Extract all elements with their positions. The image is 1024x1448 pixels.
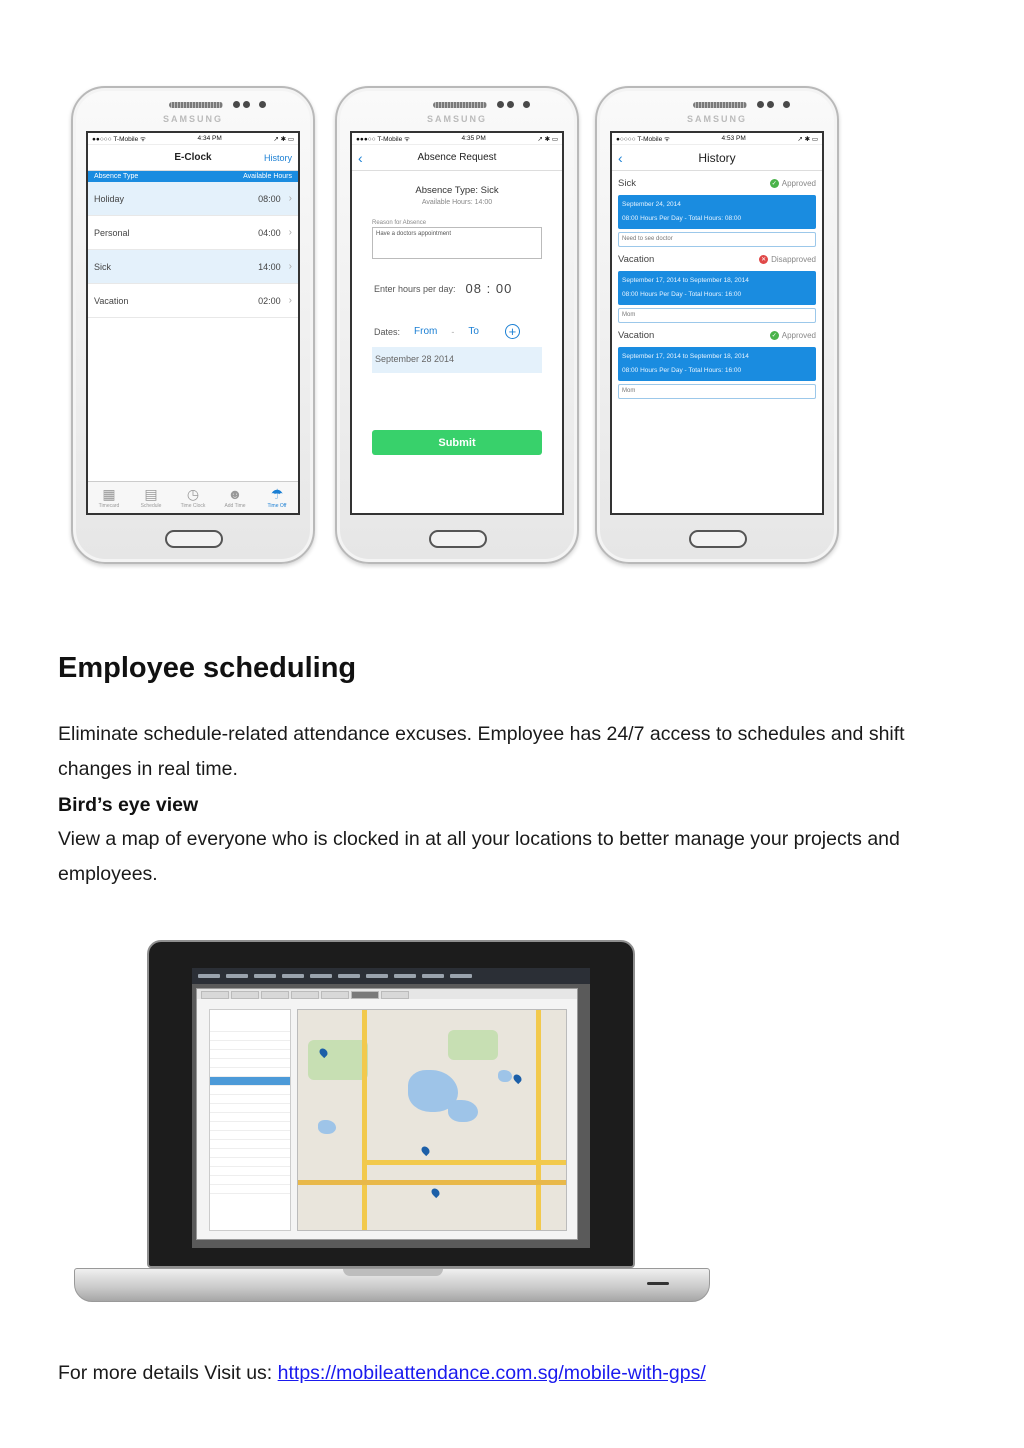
history-entry[interactable] bbox=[612, 247, 822, 323]
list-item[interactable] bbox=[88, 216, 298, 250]
tab-time-clock[interactable] bbox=[172, 482, 214, 513]
status-icons: ↗ ✱ ▭ bbox=[797, 135, 818, 143]
phone-history bbox=[595, 86, 839, 564]
phone-eclock bbox=[71, 86, 315, 564]
laptop-display bbox=[192, 968, 590, 1248]
reason-label: Reason for Absence bbox=[372, 220, 427, 226]
status-bar bbox=[88, 133, 298, 145]
status-icons: ↗ ✱ ▭ bbox=[537, 135, 558, 143]
map-pin-icon[interactable] bbox=[512, 1073, 523, 1084]
nav-bar bbox=[612, 145, 822, 171]
entry-dates: September 24, 2014 bbox=[622, 201, 681, 208]
calendar-icon: ▦ bbox=[102, 485, 116, 502]
status-badge bbox=[770, 179, 816, 188]
list-item[interactable] bbox=[88, 182, 298, 216]
footer-text: For more details Visit us: bbox=[58, 1362, 278, 1384]
earpiece bbox=[169, 102, 223, 108]
history-screen bbox=[610, 131, 824, 515]
phone-absence-request bbox=[335, 86, 579, 564]
available-hours: Available Hours: 14:00 bbox=[421, 199, 493, 206]
entry-details bbox=[618, 271, 816, 305]
tab-time-off[interactable] bbox=[256, 482, 298, 513]
section-heading: Employee scheduling bbox=[58, 652, 357, 684]
laptop-screenshot bbox=[147, 940, 635, 1268]
entry-note: Mom bbox=[618, 308, 816, 323]
reason-input[interactable]: Have a doctors appointment bbox=[372, 227, 542, 259]
submit-button[interactable]: Submit bbox=[372, 430, 542, 455]
sensor bbox=[497, 101, 504, 108]
chevron-right-icon: › bbox=[288, 227, 292, 238]
entry-dates: September 17, 2014 to September 18, 2014 bbox=[622, 277, 749, 284]
status-text: Approved bbox=[781, 330, 816, 340]
schedule-icon: ▤ bbox=[144, 485, 158, 502]
header-available-hours: Available Hours bbox=[243, 173, 292, 180]
available-hours: 08:00 bbox=[258, 193, 281, 204]
absence-screen bbox=[350, 131, 564, 515]
back-chevron-icon[interactable]: ‹ bbox=[618, 149, 623, 166]
people-icon: ☻ bbox=[227, 485, 243, 502]
check-icon: ✓ bbox=[771, 332, 777, 339]
status-badge bbox=[770, 331, 816, 340]
entry-type: Sick bbox=[618, 177, 636, 189]
list-header bbox=[88, 171, 298, 182]
absence-type: Holiday bbox=[94, 193, 125, 204]
to-button[interactable]: To bbox=[468, 326, 479, 337]
carrier: ●●○○○ T-Mobile ᯤ bbox=[92, 136, 146, 143]
available-hours: 02:00 bbox=[258, 295, 281, 306]
status-text: Approved bbox=[781, 178, 816, 188]
check-icon: ✓ bbox=[771, 180, 777, 187]
phone-brand: SAMSUNG bbox=[162, 114, 223, 124]
status-text: Disapproved bbox=[771, 254, 816, 264]
absence-type: Absence Type: Sick bbox=[415, 185, 499, 196]
clock-time: 4:34 PM bbox=[197, 135, 222, 142]
dates-label: Dates: bbox=[374, 326, 401, 337]
entry-hours: 08:00 Hours Per Day - Total Hours: 16:00 bbox=[622, 291, 742, 298]
umbrella-icon: ☂ bbox=[270, 485, 284, 502]
x-icon: ✕ bbox=[761, 256, 767, 263]
entry-dates: September 17, 2014 to September 18, 2014 bbox=[622, 353, 749, 360]
camera-icon bbox=[259, 101, 266, 108]
camera-icon bbox=[783, 101, 790, 108]
absence-type: Personal bbox=[94, 227, 130, 238]
tab-label: Time Clock bbox=[180, 502, 206, 509]
paragraph-birds-eye: View a map of everyone who is clocked in at all your locations to better manage your projects and employees. bbox=[58, 828, 900, 885]
add-date-icon[interactable]: + bbox=[505, 324, 520, 339]
sensor bbox=[243, 101, 250, 108]
app-tabs bbox=[197, 989, 577, 999]
website-link[interactable]: https://mobileattendance.com.sg/mobile-with-gps/ bbox=[277, 1362, 706, 1384]
home-button[interactable] bbox=[429, 530, 487, 548]
map-pin-icon[interactable] bbox=[430, 1187, 441, 1198]
chevron-right-icon: › bbox=[288, 295, 292, 306]
sensor bbox=[233, 101, 240, 108]
date-separator: - bbox=[451, 326, 455, 337]
list-item[interactable] bbox=[88, 250, 298, 284]
laptop-base bbox=[74, 1268, 710, 1302]
carrier: ●●●○○ T-Mobile ᯤ bbox=[356, 136, 410, 143]
clock-icon: ◷ bbox=[186, 485, 200, 502]
status-icons: ↗ ✱ ▭ bbox=[273, 135, 294, 143]
nav-bar bbox=[352, 145, 562, 171]
chevron-right-icon: › bbox=[288, 193, 292, 204]
hours-row bbox=[374, 281, 562, 296]
earpiece bbox=[693, 102, 747, 108]
dates-row bbox=[374, 324, 562, 339]
app-menu-bar bbox=[192, 968, 590, 984]
sensor bbox=[767, 101, 774, 108]
history-link[interactable]: History bbox=[263, 152, 292, 163]
absence-type: Sick bbox=[94, 261, 112, 272]
carrier: ●○○○○ T-Mobile ᯤ bbox=[616, 136, 670, 143]
employee-list bbox=[209, 1009, 291, 1231]
phone-brand: SAMSUNG bbox=[686, 114, 747, 124]
entry-details bbox=[618, 195, 816, 229]
history-entry[interactable] bbox=[612, 171, 822, 247]
earpiece bbox=[433, 102, 487, 108]
paragraph-scheduling: Eliminate schedule-related attendance excuses. Employee has 24/7 access to schedules and shift changes in real time. bbox=[58, 723, 905, 780]
tab-label: Add Time bbox=[224, 502, 246, 509]
eclock-screen bbox=[86, 131, 300, 515]
tab-label: Time Off bbox=[267, 502, 287, 509]
list-item[interactable] bbox=[88, 284, 298, 318]
status-bar bbox=[612, 133, 822, 145]
hours-label: Enter hours per day: bbox=[374, 283, 456, 294]
tab-label: Schedule bbox=[140, 502, 162, 509]
clock-time: 4:35 PM bbox=[461, 135, 486, 142]
entry-hours: 08:00 Hours Per Day - Total Hours: 08:00 bbox=[622, 215, 742, 222]
header-absence-type: Absence Type bbox=[94, 173, 139, 180]
tab-label: Timecard bbox=[98, 502, 120, 509]
clock-time: 4:53 PM bbox=[721, 135, 746, 142]
nav-bar bbox=[88, 145, 298, 171]
laptop-indicator bbox=[647, 1282, 669, 1285]
available-hours: 04:00 bbox=[258, 227, 281, 238]
entry-hours: 08:00 Hours Per Day - Total Hours: 16:00 bbox=[622, 367, 742, 374]
page-title: Absence Request bbox=[417, 152, 497, 163]
available-hours: 14:00 bbox=[258, 261, 281, 272]
chevron-right-icon: › bbox=[288, 261, 292, 272]
status-bar bbox=[352, 133, 562, 145]
entry-type: Vacation bbox=[618, 253, 655, 265]
camera-icon bbox=[523, 101, 530, 108]
history-entry[interactable] bbox=[612, 323, 822, 399]
phone-brand: SAMSUNG bbox=[426, 114, 487, 124]
status-badge bbox=[759, 255, 816, 264]
entry-type: Vacation bbox=[618, 329, 655, 341]
page-title: E-Clock bbox=[174, 152, 212, 163]
selected-date[interactable]: September 28 2014 bbox=[372, 347, 542, 373]
hours-input[interactable]: 08 : 00 bbox=[465, 281, 513, 296]
sensor bbox=[757, 101, 764, 108]
locations-map bbox=[297, 1009, 567, 1231]
back-chevron-icon[interactable]: ‹ bbox=[358, 149, 363, 166]
subheading-birds-eye: Bird’s eye view bbox=[58, 794, 199, 816]
footer bbox=[58, 1362, 706, 1385]
tab-add-time[interactable] bbox=[214, 482, 256, 513]
from-button[interactable]: From bbox=[414, 326, 438, 337]
tab-schedule[interactable] bbox=[130, 482, 172, 513]
tab-timecard[interactable] bbox=[88, 482, 130, 513]
home-button[interactable] bbox=[689, 530, 747, 548]
entry-note: Mom bbox=[618, 384, 816, 399]
page-title: History bbox=[698, 150, 736, 165]
sensor bbox=[507, 101, 514, 108]
tab-bar bbox=[88, 481, 298, 513]
absence-type: Vacation bbox=[94, 295, 129, 306]
laptop-notch bbox=[343, 1269, 443, 1276]
entry-note: Need to see doctor bbox=[618, 232, 816, 247]
entry-details bbox=[618, 347, 816, 381]
home-button[interactable] bbox=[165, 530, 223, 548]
map-pin-icon[interactable] bbox=[420, 1145, 431, 1156]
app-window bbox=[196, 988, 578, 1240]
